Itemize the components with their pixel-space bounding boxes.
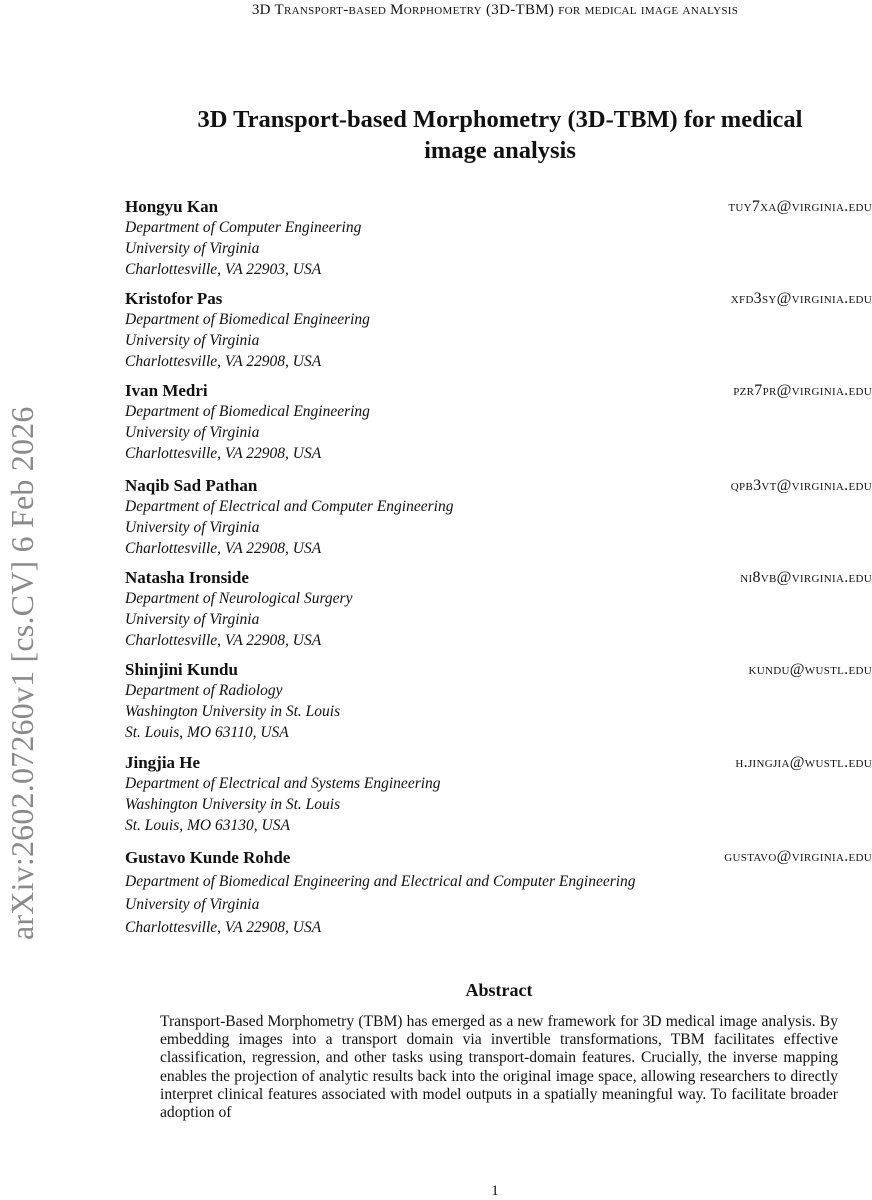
author-block [125,475,872,559]
author-email: qpb3vt@virginia.edu [730,477,872,494]
author-email: ni8vb@virginia.edu [740,569,872,586]
author-affiliation: St. Louis, MO 63110, USA [125,724,289,741]
author-affiliation: Department of Biomedical Engineering and Electrical and Computer Engineering [125,873,636,890]
author-name: Shinjini Kundu [125,660,238,679]
author-affiliation: University of Virginia [125,611,260,628]
abstract-heading: Abstract [465,980,533,1000]
author-affiliation: Department of Biomedical Engineering [125,311,370,328]
author-affiliation: Department of Neurological Surgery [125,590,353,607]
author-affiliation: Charlottesville, VA 22903, USA [125,261,322,278]
author-name: Kristofor Pas [125,289,223,308]
paper-title [130,104,870,166]
author-name: Hongyu Kan [125,197,219,216]
author-email: xfd3sy@virginia.edu [730,290,872,307]
author-block [125,196,872,280]
author-affiliation: Department of Electrical and Systems Engineering [125,775,441,792]
title-line-2: image analysis [424,137,576,164]
title-line-1: 3D Transport-based Morphometry (3D-TBM) for medical [197,106,803,133]
author-affiliation: Department of Radiology [125,682,283,699]
author-affiliation: University of Virginia [125,332,260,349]
author-name: Naqib Sad Pathan [125,476,258,495]
author-affiliation: Washington University in St. Louis [125,796,341,813]
abstract-text: Transport-Based Morphometry (TBM) has emerged as a new framework for 3D medical image analysis. By embedding images into a transport domain via invertible transformations, TBM facilitates effective classification, regression, and other tasks using transport-domain features. Crucially, the inverse mapping enables the projection of analytic results back into the original image space, allowing researchers to directly interpret clinical features associated with model outputs in a spatially meaningful way. To facilitate broader adoption of [160,1013,838,1122]
author-email: pzr7pr@virginia.edu [733,382,872,399]
author-affiliation: University of Virginia [125,424,260,441]
author-email: gustavo@virginia.edu [724,848,872,865]
author-block [125,380,872,464]
author-affiliation: Washington University in St. Louis [125,703,341,720]
author-block [125,659,872,743]
author-name: Ivan Medri [125,381,208,400]
page-number: 1 [491,1183,499,1199]
author-affiliation: University of Virginia [125,896,260,913]
author-name: Natasha Ironside [125,568,249,587]
author-affiliation: Charlottesville, VA 22908, USA [125,353,322,370]
author-block [125,752,872,836]
author-affiliation: Department of Biomedical Engineering [125,403,370,420]
author-affiliation: Charlottesville, VA 22908, USA [125,919,322,936]
author-affiliation: Department of Electrical and Computer Engineering [125,498,454,515]
author-affiliation: University of Virginia [125,240,260,257]
author-email: kundu@wustl.edu [748,661,872,678]
author-affiliation: Charlottesville, VA 22908, USA [125,540,322,557]
running-head: 3D Transport-based Morphometry (3D-TBM) for medical image analysis [251,2,739,18]
author-block [125,567,872,651]
author-email: h.jingjia@wustl.edu [735,754,872,771]
author-email: tuy7xa@virginia.edu [728,198,872,215]
arxiv-stamp: arXiv:2602.07260v1 [cs.CV] 6 Feb 2026 [4,406,40,940]
author-block [125,846,872,939]
author-affiliation: University of Virginia [125,519,260,536]
author-affiliation: Charlottesville, VA 22908, USA [125,632,322,649]
author-name: Gustavo Kunde Rohde [125,848,291,867]
author-affiliation: Charlottesville, VA 22908, USA [125,445,322,462]
author-affiliation: St. Louis, MO 63130, USA [125,817,290,834]
author-affiliation: Department of Computer Engineering [125,219,362,236]
author-block [125,288,872,372]
author-name: Jingjia He [125,753,201,772]
